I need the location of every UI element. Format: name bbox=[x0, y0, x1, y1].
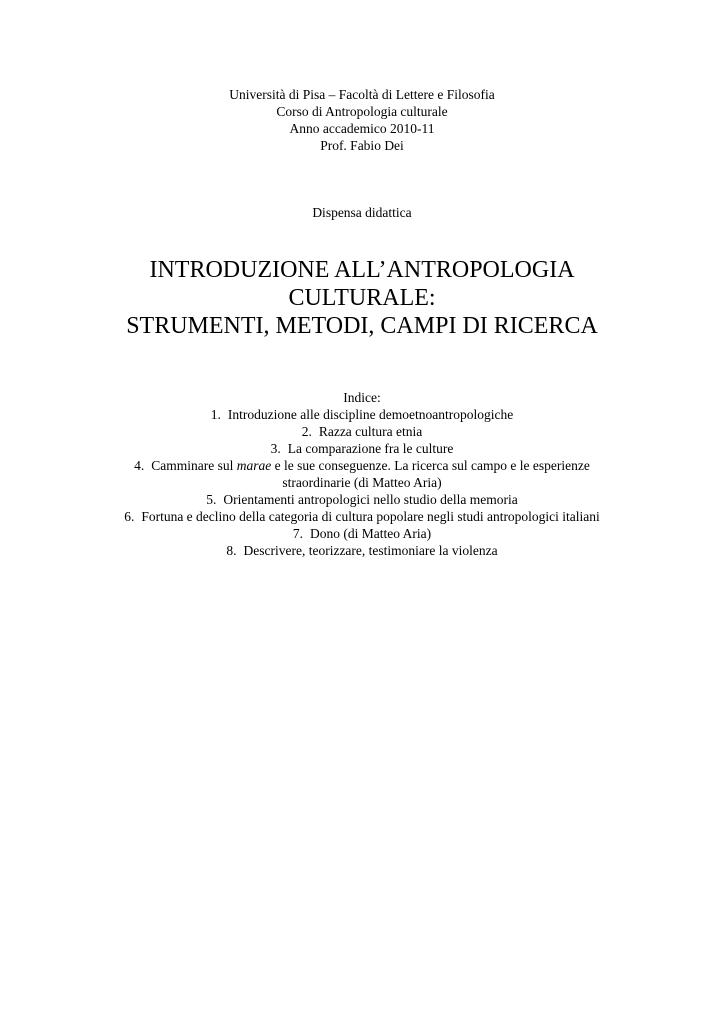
toc-item bbox=[0, 491, 724, 508]
toc-item-text: Introduzione alle discipline demoetnoantropologiche bbox=[227, 407, 514, 422]
academic-year-line: Anno accademico 2010-11 bbox=[289, 121, 435, 136]
professor-line: Prof. Fabio Dei bbox=[320, 138, 404, 153]
toc-item-text-line2: straordinarie (di Matteo Aria) bbox=[282, 475, 442, 490]
toc-item-number: 3. bbox=[270, 441, 281, 456]
toc-item-text: Razza cultura etnia bbox=[318, 424, 423, 439]
toc-item-number: 6. bbox=[124, 509, 135, 524]
toc-heading: Indice: bbox=[343, 390, 381, 405]
toc-item-text-italic: marae bbox=[236, 458, 272, 473]
toc-item-number: 2. bbox=[301, 424, 312, 439]
toc-item bbox=[0, 423, 724, 440]
toc-item-text: Fortuna e declino della categoria di cultura popolare negli studi antropologici italiani bbox=[141, 509, 600, 524]
toc-item-number: 8. bbox=[226, 543, 237, 558]
toc-item bbox=[0, 406, 724, 423]
header-block bbox=[0, 86, 724, 154]
toc-item-text: La comparazione fra le culture bbox=[287, 441, 454, 456]
toc-item bbox=[0, 525, 724, 542]
toc-item-continuation bbox=[0, 474, 724, 491]
toc-item-text: Orientamenti antropologici nello studio della memoria bbox=[223, 492, 518, 507]
course-line: Corso di Antropologia culturale bbox=[276, 104, 448, 119]
toc-item-text: Descrivere, teorizzare, testimoniare la violenza bbox=[243, 543, 498, 558]
toc-item-text: Dono (di Matteo Aria) bbox=[310, 526, 432, 541]
toc-item bbox=[0, 508, 724, 525]
toc-item-number: 7. bbox=[292, 526, 303, 541]
university-line: Università di Pisa – Facoltà di Lettere e Filosofia bbox=[229, 87, 495, 102]
toc-item-text-after: e le sue conseguenze. La ricerca sul campo e le esperienze bbox=[271, 458, 590, 473]
toc-item-text-before: Camminare sul bbox=[151, 458, 237, 473]
table-of-contents bbox=[0, 389, 724, 559]
toc-item bbox=[0, 440, 724, 457]
toc-item-number: 5. bbox=[206, 492, 217, 507]
title-line-3: STRUMENTI, METODI, CAMPI DI RICERCA bbox=[126, 313, 598, 339]
toc-item-number: 1. bbox=[210, 407, 221, 422]
document-title bbox=[0, 256, 724, 340]
toc-item bbox=[0, 542, 724, 559]
title-line-2: CULTURALE: bbox=[288, 285, 436, 311]
document-type: Dispensa didattica bbox=[312, 205, 412, 220]
toc-item-number: 4. bbox=[134, 458, 145, 473]
title-line-1: INTRODUZIONE ALL’ANTROPOLOGIA bbox=[149, 257, 575, 283]
toc-item bbox=[0, 457, 724, 474]
